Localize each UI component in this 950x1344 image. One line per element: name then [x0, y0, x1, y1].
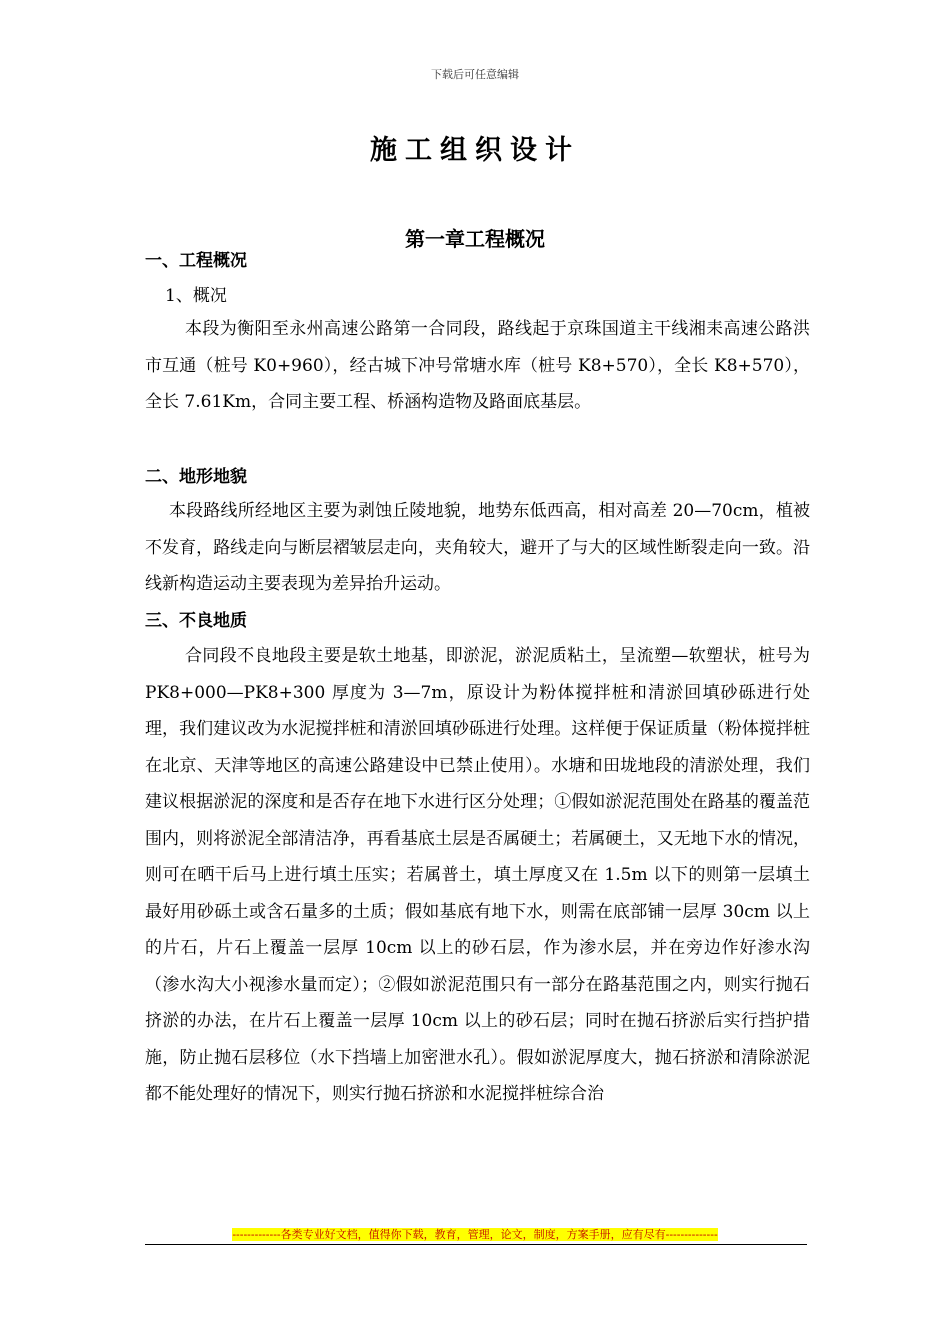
section-heading-terrain: 二、地形地貌	[145, 467, 247, 487]
paragraph-geology: 合同段不良地段主要是软土地基，即淤泥，淤泥质粘土，呈流塑—软塑状，桩号为 PK8+000—PK8+300 厚度为 3—7m，原设计为粉体搅拌桩和清淤回填砂砾进行处理，我们建议改为水泥搅拌桩和清淤回填砂砾进行处理。这样便于保证质量（粉体搅拌桩在北京、天津等地区的高速公路建设中已禁止使用）。水塘和田垅地段的清淤处理，我们建议根据淤泥的深度和是否存在地下水进行区分处理；①假如淤泥范围处在路基的覆盖范围内，则将淤泥全部清洁净，再看基底土层是否属硬土；若属硬土，又无地下水的情况，则可在晒干后马上进行填土压实；若属普土，填土厚度又在 1.5m 以下的则第一层填土最好用砂砾土或含石量多的土质；假如基底有地下水，则需在底部铺一层厚 30cm 以上的片石，片石上覆盖一层厚 10cm 以上的砂石层，作为渗水层，并在旁边作好渗水沟（渗水沟大小视渗水量而定）；②假如淤泥范围只有一部分在路基范围之内，则实行抛石挤淤的办法，在片石上覆盖一层厚 10cm 以上的砂石层；同时在抛石挤淤后实行挡护措施，防止抛石层移位（水下挡墙上加密泄水孔）。假如淤泥厚度大，抛石挤淤和清除淤泥都不能处理好的情况下，则实行抛石挤淤和水泥搅拌桩综合治	[145, 646, 810, 1104]
chapter-title: 第一章工程概况	[405, 227, 545, 251]
header-note: 下载后可任意编辑	[431, 68, 519, 81]
section-heading-overview: 一、工程概况	[145, 251, 247, 271]
paragraph-overview: 本段为衡阳至永州高速公路第一合同段，路线起于京珠国道主干线湘耒高速公路洪市互通（桩号 K0+960），经古城下冲号常塘水库（桩号 K8+570），全长 K8+570），全长 7.61Km，合同主要工程、桥涵构造物及路面底基层。	[145, 319, 810, 412]
paragraph-terrain: 本段路线所经地区主要为剥蚀丘陵地貌，地势东低西高，相对高差 20—70cm，植被不发育，路线走向与断层褶皱层走向，夹角较大，避开了与大的区域性断裂走向一致。沿线新构造运动主要表现为差异抬升运动。	[145, 501, 810, 594]
section-heading-geology: 三、不良地质	[145, 611, 247, 631]
subheading-overview: 1、概况	[165, 286, 227, 306]
footer-banner-text: -------------各类专业好文档，值得你下载，教育，管理，论文，制度，方案手册，应有尽有--------------	[232, 1228, 718, 1241]
document-title: 施工组织设计	[370, 135, 580, 166]
footer-banner	[0, 1226, 950, 1242]
footer-rule	[145, 1244, 807, 1245]
